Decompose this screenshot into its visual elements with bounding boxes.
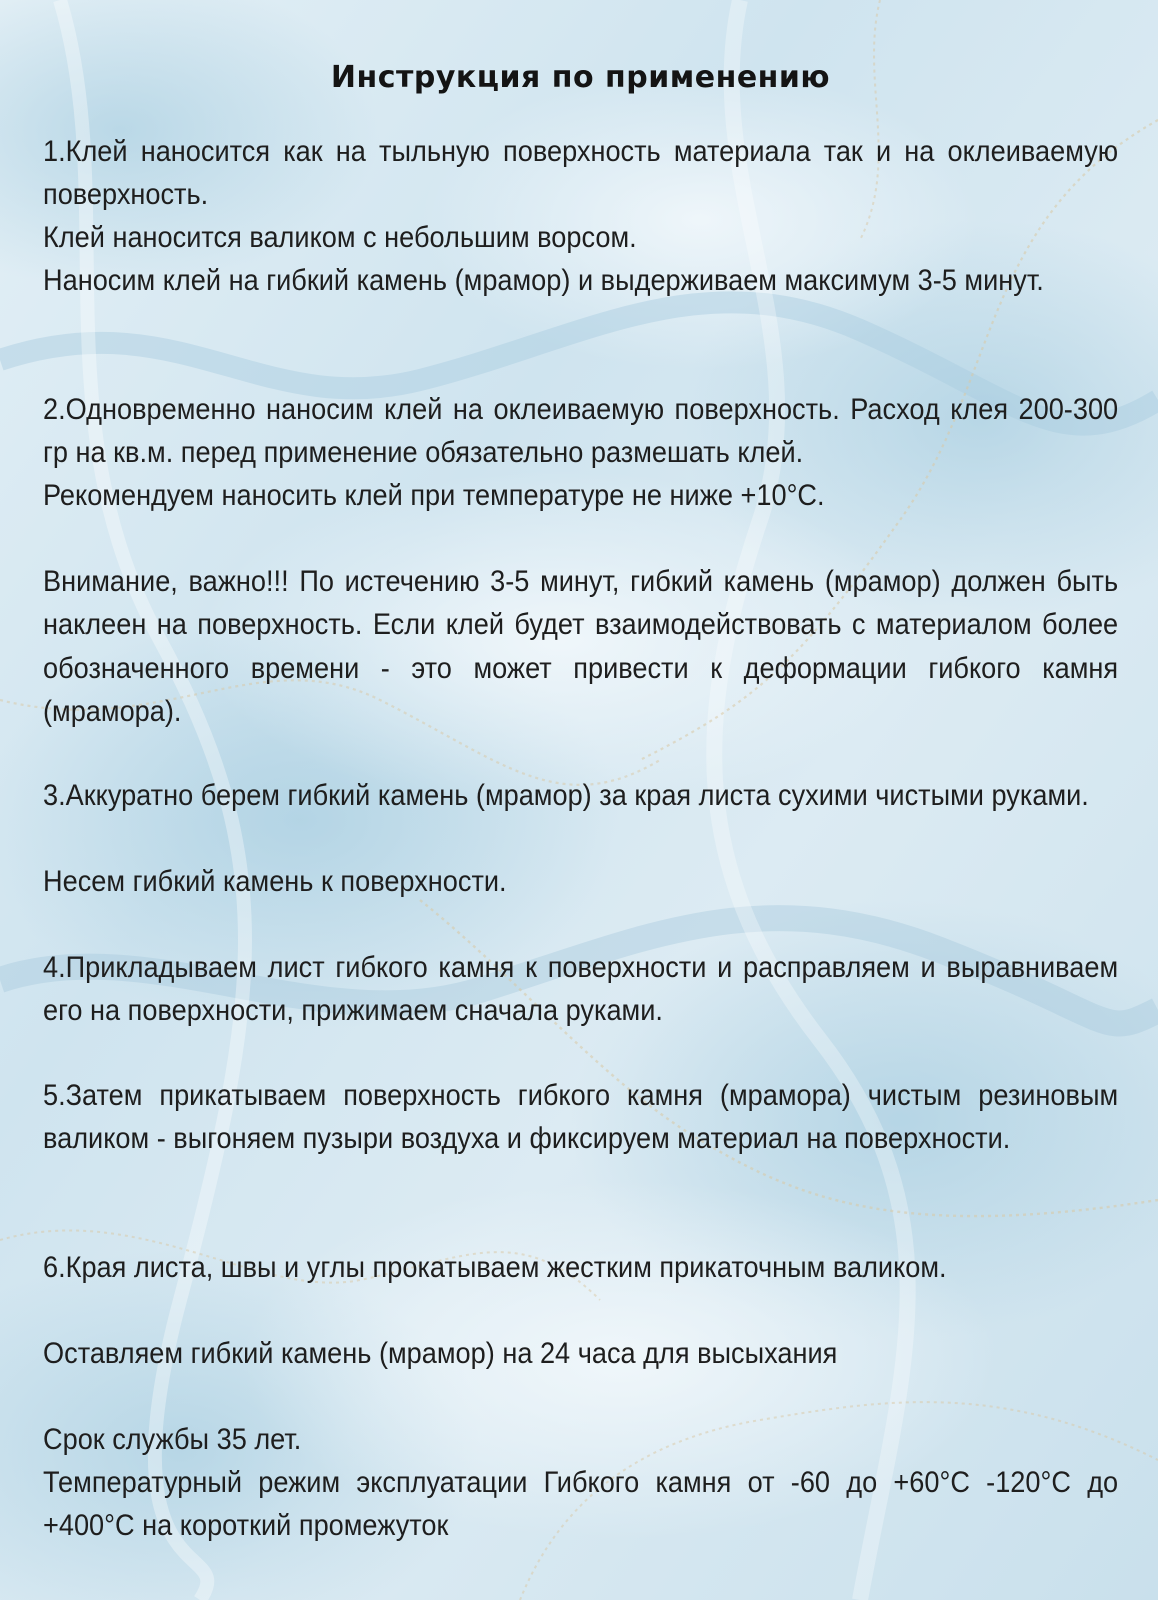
paragraph-step-2: 2.Одновременно наносим клей на оклеиваемую поверхность. Расход клея 200-300 гр на кв.м. перед применение обязательно размешать клей. [43, 393, 1119, 470]
paragraph-step-6: 6.Края листа, швы и углы прокатываем жестким прикаточным валиком. [43, 1251, 947, 1284]
paragraph-step-3: 3.Аккуратно берем гибкий камень (мрамор) за края листа сухими чистыми руками. [43, 779, 1089, 812]
paragraph-service-life: Срок службы 35 лет. [43, 1423, 302, 1456]
paragraph-step-4: 4.Прикладываем лист гибкого камня к поверхности и расправляем и выравниваем его на поверхности, прижимаем сначала руками. [43, 951, 1119, 1028]
paragraph-carry: Несем гибкий камень к поверхности. [43, 865, 507, 898]
page-title: Инструкция по применению [330, 60, 831, 95]
paragraph-drying: Оставляем гибкий камень (мрамор) на 24 часа для высыхания [43, 1337, 838, 1370]
paragraph-hold-time: Наносим клей на гибкий камень (мрамор) и выдерживаем максимум 3-5 минут. [43, 264, 1044, 297]
paragraph-warning: Внимание, важно!!! По истечению 3-5 минут, гибкий камень (мрамор) должен быть наклеен на поверхность. Если клей будет взаимодействовать с материалом более обозначенного времени - это может привести к деформации гибкого камня (мрамора). [43, 565, 1119, 728]
paragraph-step-1: 1.Клей наносится как на тыльную поверхность материала так и на оклеиваемую поверхность. [43, 135, 1119, 212]
paragraph-step-5: 5.Затем прикатываем поверхность гибкого камня (мрамора) чистым резиновым валиком - выгоняем пузыри воздуха и фиксируем материал на поверхности. [43, 1079, 1119, 1156]
paragraph-roller-note: Клей наносится валиком с небольшим ворсом. [43, 221, 637, 254]
paragraph-temperature: Рекомендуем наносить клей при температуре не ниже +10°С. [43, 479, 825, 512]
paragraph-operating-temperature: Температурный режим эксплуатации Гибкого камня от -60 до +60°С -120°С до +400°С на короткий промежуток [43, 1466, 1119, 1543]
